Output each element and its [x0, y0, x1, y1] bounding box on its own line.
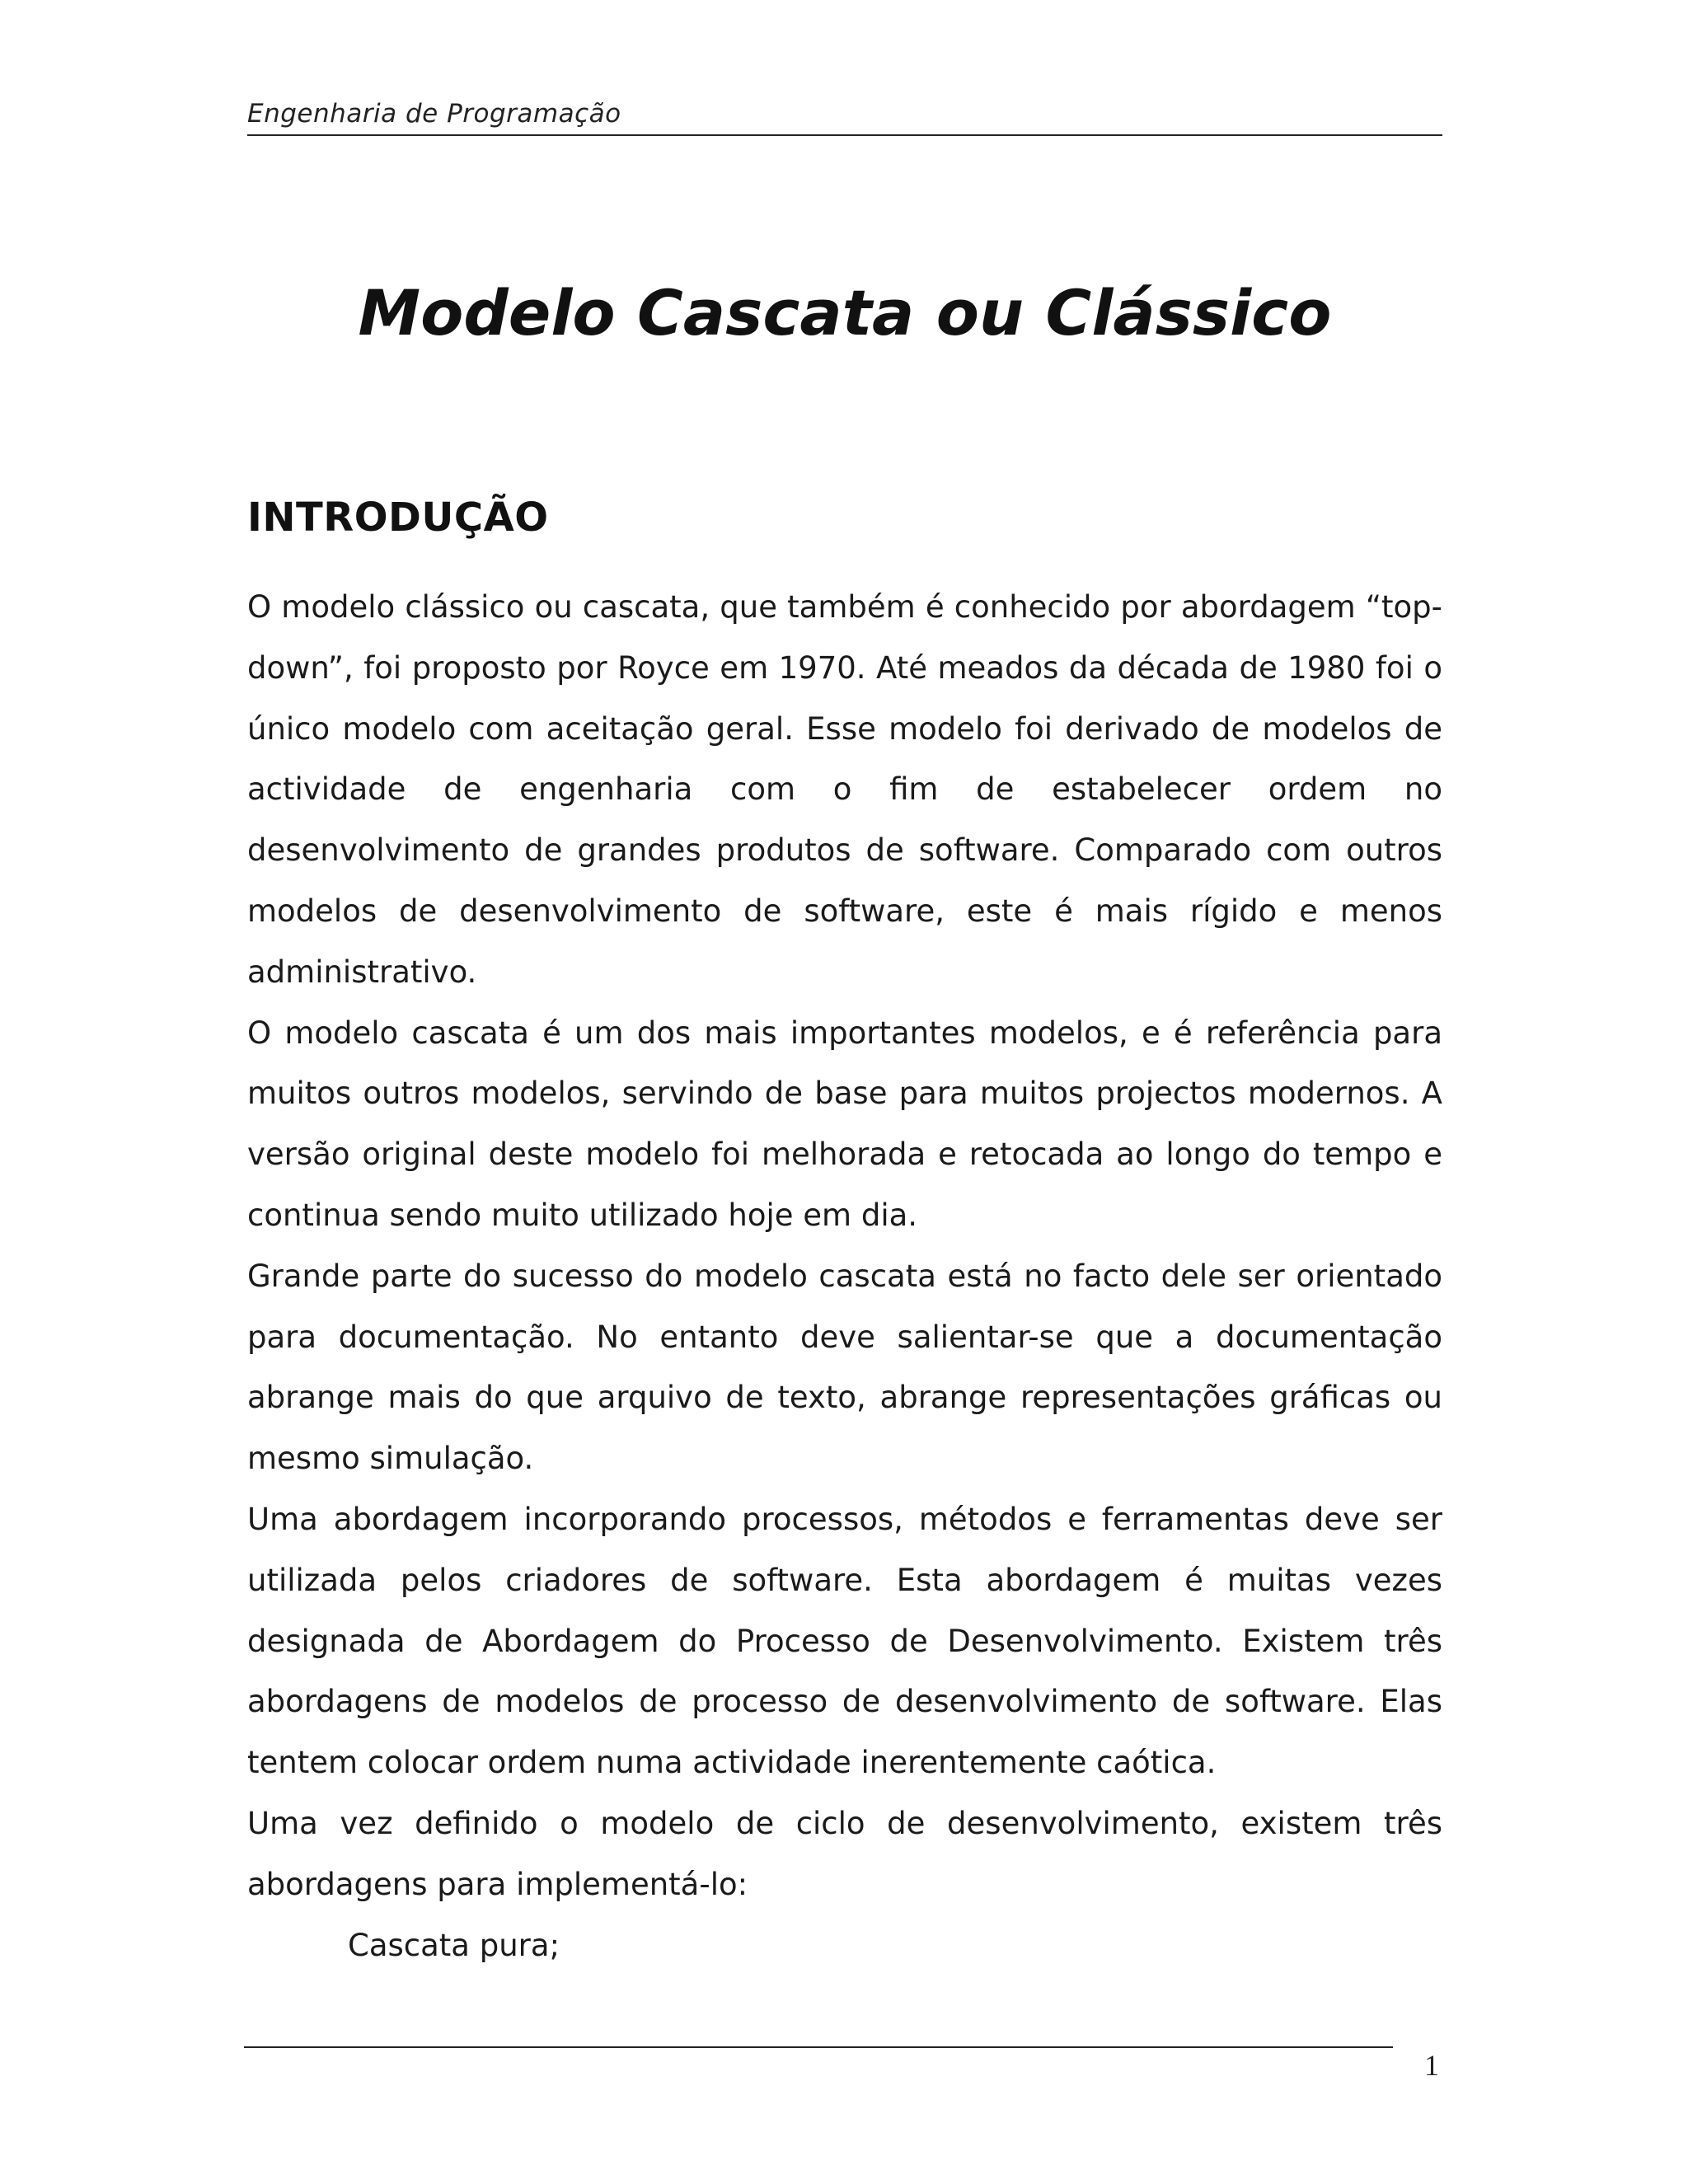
paragraph: Uma vez definido o modelo de ciclo de desenvolvimento, existem três abordagens para implementá-lo: — [247, 1805, 1442, 1902]
header-rule — [247, 134, 1442, 136]
footer-rule — [244, 2046, 1393, 2048]
document-title: Modelo Cascata ou Clássico — [358, 276, 1332, 349]
section-heading: INTRODUÇÃO — [247, 494, 549, 541]
body-text — [247, 577, 1442, 1975]
list-item: Cascata pura; — [348, 1927, 560, 1963]
running-header: Engenharia de Programação — [247, 99, 621, 129]
paragraph: Grande parte do sucesso do modelo cascata está no facto dele ser orientado para documentação. No entanto deve salientar-se que a documentação abrange mais do que arquivo de texto, abrange representações gráficas ou mesmo simulação. — [247, 1258, 1442, 1477]
page-number: 1 — [1424, 2049, 1439, 2082]
paragraph: Uma abordagem incorporando processos, métodos e ferramentas deve ser utilizada pelos criadores de software. Esta abordagem é muitas vezes designada de Abordagem do Processo de Desenvolvimento. Existem três abordagens de modelos de processo de desenvolvimento de software. Elas tentem colocar ordem numa actividade inerentemente caótica. — [247, 1501, 1442, 1781]
paragraph: O modelo clássico ou cascata, que também é conhecido por abordagem “top-down”, foi proposto por Royce em 1970. Até meados da década de 1980 foi o único modelo com aceitação geral. Esse modelo foi derivado de modelos de actividade de engenharia com o fim de estabelecer ordem no desenvolvimento de grandes produtos de software. Comparado com outros modelos de desenvolvimento de software, este é mais rígido e menos administrativo. — [247, 589, 1442, 990]
paragraph: O modelo cascata é um dos mais importantes modelos, e é referência para muitos outros modelos, servindo de base para muitos projectos modernos. A versão original deste modelo foi melhorada e retocada ao longo do tempo e continua sendo muito utilizado hoje em dia. — [247, 1015, 1442, 1233]
